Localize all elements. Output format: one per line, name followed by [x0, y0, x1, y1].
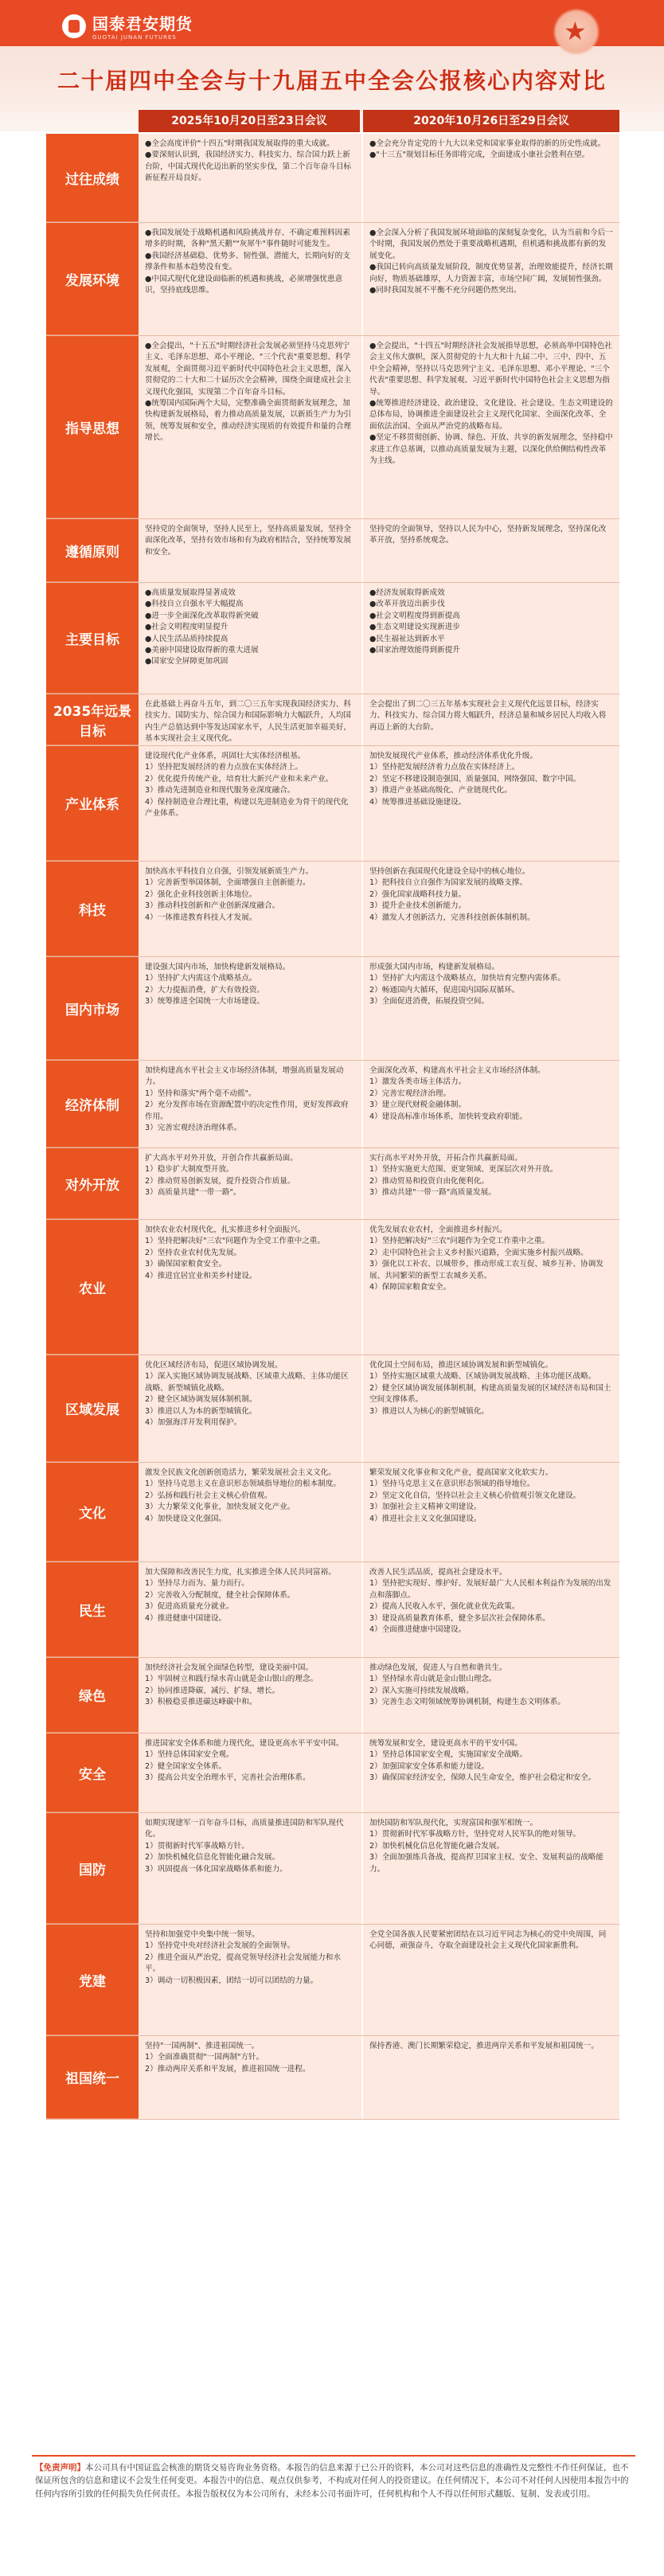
cell-2025: 在此基础上再奋斗五年，到二〇三五年实现我国经济实力、科技实力、国防实力、综合国力和国际影响力大幅跃升，人均国内生产总值达到中等发达国家水平，人民生活更加幸福美好，基本实现社会主义现代化。 [139, 694, 363, 745]
table-row [46, 1925, 619, 2036]
cell-2020: 坚持创新在我国现代化建设全局中的核心地位。 1）把科技自立自强作为国家发展的战略支撑。 2）强化国家战略科技力量。 3）提升企业技术创新能力。 4）激发人才创新活力，完善科技创新体制机制。 [363, 862, 619, 956]
table-row [46, 957, 619, 1061]
row-label: 科技 [46, 862, 139, 956]
cell-2025: 扩大高水平对外开放，开创合作共赢新局面。 1）稳步扩大制度型开放。 2）推动贸易创新发展，提升投资合作质量。 3）高质量共建"一带一路"。 [139, 1148, 363, 1219]
table-row [46, 583, 619, 694]
cell-2020: 全会提出了到二〇三五年基本实现社会主义现代化远景目标，经济实力、科技实力、综合国力将大幅跃升，经济总量和城乡居民人均收入将再迈上新的大台阶。 [363, 694, 619, 745]
row-label: 国防 [46, 1813, 139, 1924]
table-row [46, 862, 619, 957]
cell-2020: 保持香港、澳门长期繁荣稳定，推进两岸关系和平发展和祖国统一。 [363, 2036, 619, 2119]
cell-2020: 优化国土空间布局，推进区域协调发展和新型城镇化。 1）坚持实施区域重大战略、区域协调发展战略、主体功能区战略。 2）健全区域协调发展体制机制，构建高质量发展的区域经济布局和国土空间支撑体系。 3）推进以人为核心的新型城镇化。 [363, 1355, 619, 1462]
row-label: 文化 [46, 1463, 139, 1562]
cell-2020: ●全会充分肯定党的十九大以来党和国家事业取得的新的历史性成就。 ●"十三五"规划目标任务即将完成，全面建成小康社会胜利在望。 [363, 134, 619, 222]
table-row [46, 134, 619, 223]
row-label: 主要目标 [46, 583, 139, 694]
star-emblem-icon: ★ [553, 8, 600, 56]
row-label: 经济体制 [46, 1061, 139, 1147]
row-label: 2035年远景目标 [46, 694, 139, 745]
cell-2025: 如期实现建军一百年奋斗目标，高质量推进国防和军队现代化。 1）贯彻新时代军事战略方针。 2）加快机械化信息化智能化融合发展。 3）巩固提高一体化国家战略体系和能力。 [139, 1813, 363, 1924]
table-row [46, 223, 619, 336]
table-row [46, 2036, 619, 2120]
row-label: 祖国统一 [46, 2036, 139, 2119]
cell-2025: 推进国家安全体系和能力现代化，建设更高水平平安中国。 1）坚持总体国家安全观。 2）健全国家安全体系。 3）提高公共安全治理水平，完善社会治理体系。 [139, 1734, 363, 1812]
cell-2025: 建设强大国内市场，加快构建新发展格局。 1）坚持扩大内需这个战略基点。 2）大力提振消费，扩大有效投资。 3）统筹推进全国统一大市场建设。 [139, 957, 363, 1060]
cell-2025: ●高质量发展取得显著成效 ●科技自立自强水平大幅提高 ●进一步全面深化改革取得新突破 ●社会文明程度明显提升 ●人民生活品质持续提高 ●美丽中国建设取得新的重大进展 ●国家安全屏障更加巩固 [139, 583, 363, 694]
table-row [46, 1734, 619, 1813]
row-label: 指导思想 [46, 336, 139, 518]
logo-subtitle: GUOTAI JUNAN FUTURES [92, 34, 177, 41]
disclaimer-label: 【免责声明】 [35, 2463, 85, 2472]
cell-2020: 形成强大国内市场，构建新发展格局。 1）坚持扩大内需这个战略基点，加快培育完整内需体系。 2）畅通国内大循环，促进国内国际双循环。 3）全面促进消费，拓展投资空间。 [363, 957, 619, 1060]
row-label: 国内市场 [46, 957, 139, 1060]
cell-2020: 坚持党的全面领导，坚持以人民为中心，坚持新发展理念，坚持深化改革开放，坚持系统观念。 [363, 519, 619, 582]
cell-2025: 加快高水平科技自立自强，引领发展新质生产力。 1）完善新型举国体制，全面增强自主创新能力。 2）强化企业科技创新主体地位。 3）推动科技创新和产业创新深度融合。 4）一体推进教育科技人才发展。 [139, 862, 363, 956]
cell-2020: ●全会深入分析了我国发展环境面临的深刻复杂变化，认为当前和今后一个时期，我国发展仍然处于重要战略机遇期，但机遇和挑战都有新的发展变化。 ●我国已转向高质量发展阶段，制度优势显著，治理效能提升，经济长期向好，物质基础雄厚，人力资源丰富，市场空间广阔，发展韧性强劲。 ●同时我国发展不平衡不充分问题仍然突出。 [363, 223, 619, 335]
row-label: 产业体系 [46, 746, 139, 861]
cell-2025: 建设现代化产业体系，巩固壮大实体经济根基。 1）坚持把发展经济的着力点放在实体经济上。 2）优化提升传统产业，培育壮大新兴产业和未来产业。 3）推动先进制造业和现代服务业深度融合。 4）保持制造业合理比重，构建以先进制造业为骨干的现代化产业体系。 [139, 746, 363, 861]
cell-2025: ●全会高度评价"十四五"时期我国发展取得的重大成就。 ●要深刻认识到，我国经济实力、科技实力、综合国力跃上新台阶，中国式现代化迈出新的坚实步伐，第二个百年奋斗目标新征程开局良好。 [139, 134, 363, 222]
cell-2020: 推动绿色发展，促进人与自然和谐共生。 1）坚持绿水青山就是金山银山理念。 2）深入实施可持续发展战略。 3）完善生态文明领域统筹协调机制，构建生态文明体系。 [363, 1658, 619, 1733]
cell-2020: 改善人民生活品质，提高社会建设水平。 1）坚持把实现好、维护好、发展好最广大人民根本利益作为发展的出发点和落脚点。 2）提高人民收入水平，强化就业优先政策。 3）建设高质量教育体系，健全多层次社会保障体系。 4）全面推进健康中国建设。 [363, 1562, 619, 1657]
table-row [46, 1463, 619, 1562]
table-row [46, 1061, 619, 1148]
table-row [46, 746, 619, 862]
row-label: 过往成绩 [46, 134, 139, 222]
cell-2020: 优先发展农业农村，全面推进乡村振兴。 1）坚持把解决好"三农"问题作为全党工作重中之重。 2）走中国特色社会主义乡村振兴道路，全面实施乡村振兴战略。 3）强化以工补农、以城带乡，推动形成工农互促、城乡互补、协调发展、共同繁荣的新型工农城乡关系。 4）保障国家粮食安全。 [363, 1220, 619, 1354]
cell-2020: 加快发展现代产业体系，推动经济体系优化升级。 1）坚持把发展经济着力点放在实体经济上。 2）坚定不移建设制造强国、质量强国、网络强国、数字中国。 3）推进产业基础高级化、产业链现代化。 4）统筹推进基础设施建设。 [363, 746, 619, 861]
cell-2020: 全党全国各族人民要紧密团结在以习近平同志为核心的党中央周围，同心同德，顽强奋斗，夺取全面建设社会主义现代化国家新胜利。 [363, 1925, 619, 2035]
disclaimer-text: 本公司具有中国证监会核准的期货交易咨询业务资格。本报告的信息来源于已公开的资料，本公司对这些信息的准确性及完整性不作任何保证，也不保证所包含的信息和建议不会发生任何变更。本报告中的信息、观点仅供参考，不构成对任何人的投资建议。在任何情况下，本公司不对任何人因使用本报告中的任何内容所引致的任何损失负任何责任。本报告版权仅为本公司所有，未经本公司书面许可，任何机构和个人不得以任何形式翻版、复制、发表或引用。 [35, 2463, 629, 2499]
cell-2020: 繁荣发展文化事业和文化产业，提高国家文化软实力。 1）坚持马克思主义在意识形态领域的指导地位。 2）坚定文化自信，坚持以社会主义核心价值观引领文化建设。 3）加强社会主义精神文明建设。 4）推进社会主义文化强国建设。 [363, 1463, 619, 1562]
table-row [46, 1813, 619, 1925]
comparison-table [46, 134, 619, 2447]
row-label: 遵循原则 [46, 519, 139, 582]
cell-2025: 激发全民族文化创新创造活力，繁荣发展社会主义文化。 1）坚持马克思主义在意识形态领域指导地位的根本制度。 2）弘扬和践行社会主义核心价值观。 3）大力繁荣文化事业，加快发展文化产业。 4）加快建设文化强国。 [139, 1463, 363, 1562]
table-row [46, 694, 619, 746]
page-title: 二十届四中全会与十九届五中全会公报核心内容对比 [57, 68, 607, 94]
column-header-2020: 2020年10月26日至29日会议 [363, 110, 619, 132]
cell-2025: ●全会提出，"十五五"时期经济社会发展必须坚持马克思列宁主义、毛泽东思想、邓小平理论、"三个代表"重要思想、科学发展观，全面贯彻习近平新时代中国特色社会主义思想，深入贯彻党的二十大和二十届历次全会精神，围绕全面建成社会主义现代化强国，实现第二个百年奋斗目标。 ●统筹国内国际两个大局，完整准确全面贯彻新发展理念，加快构建新发展格局，着力推动高质量发展，以新质生产力为引领，统筹发展和安全，推动经济实现质的有效提升和量的合理增长。 [139, 336, 363, 518]
table-row [46, 1562, 619, 1658]
cell-2020: ●经济发展取得新成效 ●改革开放迈出新步伐 ●社会文明程度得到新提高 ●生态文明建设实现新进步 ●民生福祉达到新水平 ●国家治理效能得到新提升 [363, 583, 619, 694]
disclaimer [32, 2455, 635, 2566]
row-label: 发展环境 [46, 223, 139, 335]
cell-2025: 加大保障和改善民生力度，扎实推进全体人民共同富裕。 1）坚持尽力而为、量力而行。 2）完善收入分配制度，健全社会保障体系。 3）促进高质量充分就业。 4）推进健康中国建设。 [139, 1562, 363, 1657]
logo-mark-icon [62, 14, 86, 38]
table-row [46, 1658, 619, 1734]
company-logo [62, 11, 193, 41]
table-row [46, 1220, 619, 1355]
cell-2020: ●全会提出，"十四五"时期经济社会发展指导思想，必须高举中国特色社会主义伟大旗帜，深入贯彻党的十九大和十九届二中、三中、四中、五中全会精神，坚持以马克思列宁主义、毛泽东思想、邓小平理论、"三个代表"重要思想、科学发展观、习近平新时代中国特色社会主义思想为指导。 ●统筹推进经济建设、政治建设、文化建设、社会建设、生态文明建设的总体布局，协调推进全面建设社会主义现代化国家、全面深化改革、全面依法治国、全面从严治党的战略布局。 ●坚定不移贯彻创新、协调、绿色、开放、共享的新发展理念，坚持稳中求进工作总基调，以推动高质量发展为主题，以深化供给侧结构性改革为主线。 [363, 336, 619, 518]
cell-2025: 加快农业农村现代化，扎实推进乡村全面振兴。 1）坚持把解决好"三农"问题作为全党工作重中之重。 2）坚持农业农村优先发展。 3）确保国家粮食安全。 4）推进宜居宜业和美乡村建设。 [139, 1220, 363, 1354]
table-row [46, 336, 619, 519]
table-row [46, 1355, 619, 1463]
cell-2020: 加快国防和军队现代化，实现富国和强军相统一。 1）贯彻新时代军事战略方针，坚持党对人民军队的绝对领导。 2）加快机械化信息化智能化融合发展。 3）全面加强练兵备战，提高捍卫国家主权、安全、发展利益的战略能力。 [363, 1813, 619, 1924]
row-label: 农业 [46, 1220, 139, 1354]
cell-2025: 加快经济社会发展全面绿色转型，建设美丽中国。 1）牢固树立和践行绿水青山就是金山银山的理念。 2）协同推进降碳、减污、扩绿、增长。 3）积极稳妥推进碳达峰碳中和。 [139, 1658, 363, 1733]
row-label: 党建 [46, 1925, 139, 2035]
cell-2025: 坚持和加强党中央集中统一领导。 1）坚持党中央对经济社会发展的全面领导。 2）推进全面从严治党，提高党领导经济社会发展能力和水平。 3）调动一切积极因素，团结一切可以团结的力量。 [139, 1925, 363, 2035]
cell-2020: 统筹发展和安全，建设更高水平的平安中国。 1）坚持总体国家安全观，实施国家安全战略。 2）加强国家安全体系和能力建设。 3）确保国家经济安全，保障人民生命安全，维护社会稳定和安全。 [363, 1734, 619, 1812]
row-label: 民生 [46, 1562, 139, 1657]
cell-2025: 坚持党的全面领导，坚持人民至上，坚持高质量发展，坚持全面深化改革，坚持有效市场和有为政府相结合，坚持统筹发展和安全。 [139, 519, 363, 582]
row-label: 区域发展 [46, 1355, 139, 1462]
cell-2020: 全面深化改革，构建高水平社会主义市场经济体制。 1）激发各类市场主体活力。 2）完善宏观经济治理。 3）建立现代财税金融体制。 4）建设高标准市场体系，加快转变政府职能。 [363, 1061, 619, 1147]
cell-2025: 坚持"一国两制"、推进祖国统一。 1）全面准确贯彻"一国两制"方针。 2）推动两岸关系和平发展，推进祖国统一进程。 [139, 2036, 363, 2119]
cell-2025: ●我国发展处于战略机遇和风险挑战并存、不确定难预料因素增多的时期，各种"黑天鹅""灰犀牛"事件随时可能发生。 ●我国经济基础稳、优势多、韧性强、潜能大，长期向好的支撑条件和基本趋势没有变。 ●中国式现代化建设面临新的机遇和挑战，必须增强忧患意识，坚持底线思维。 [139, 223, 363, 335]
cell-2025: 优化区域经济布局，促进区域协调发展。 1）深入实施区域协调发展战略、区域重大战略、主体功能区战略、新型城镇化战略。 2）健全区域协调发展体制机制。 3）推进以人为本的新型城镇化。 4）加强海洋开发利用保护。 [139, 1355, 363, 1462]
table-row [46, 519, 619, 583]
logo-bar [0, 0, 664, 46]
column-header-2025: 2025年10月20日至23日会议 [139, 110, 360, 132]
logo-name: 国泰君安期货 [92, 14, 193, 33]
row-label: 安全 [46, 1734, 139, 1812]
row-label: 绿色 [46, 1658, 139, 1733]
row-label: 对外开放 [46, 1148, 139, 1219]
cell-2020: 实行高水平对外开放，开拓合作共赢新局面。 1）坚持实施更大范围、更宽领域、更深层次对外开放。 2）推动贸易和投资自由化便利化。 3）推动共建"一带一路"高质量发展。 [363, 1148, 619, 1219]
cell-2025: 加快构建高水平社会主义市场经济体制，增强高质量发展动力。 1）坚持和落实"两个毫不动摇"。 2）充分发挥市场在资源配置中的决定性作用，更好发挥政府作用。 3）完善宏观经济治理体系。 [139, 1061, 363, 1147]
table-row [46, 1148, 619, 1220]
